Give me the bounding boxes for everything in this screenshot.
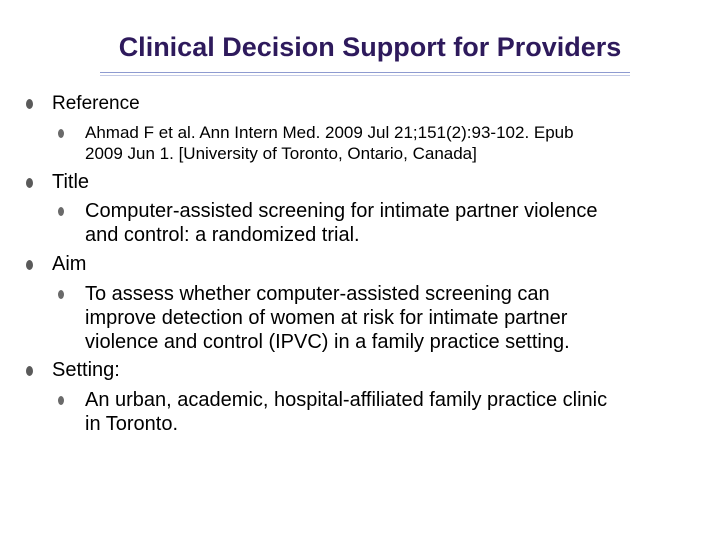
sub-bullet-icon	[58, 396, 64, 405]
aim-line-3: violence and control (IPVC) in a family practice setting.	[85, 331, 570, 353]
title-underline	[100, 72, 630, 73]
reference-line-2: 2009 Jun 1. [University of Toronto, Ontario, Canada]	[85, 144, 477, 163]
item-title-label: Title	[52, 171, 90, 193]
reference-line-1: Ahmad F et al. Ann Intern Med. 2009 Jul 21;151(2):93-102. Epub	[85, 123, 574, 142]
slide-title: Clinical Decision Support for Providers	[118, 32, 622, 62]
title-line-1: Computer-assisted screening for intimate partner violence	[85, 200, 598, 222]
sub-bullet-icon	[58, 129, 64, 138]
bullet-icon	[26, 260, 33, 270]
item-setting-label: Setting:	[52, 359, 120, 381]
sub-bullet-icon	[58, 290, 64, 299]
setting-line-2: in Toronto.	[85, 413, 179, 435]
item-reference-label: Reference	[52, 93, 140, 114]
item-aim-label: Aim	[52, 253, 87, 275]
bullet-icon	[26, 366, 33, 376]
title-underline-shadow	[100, 75, 630, 76]
title-line-2: and control: a randomized trial.	[85, 224, 360, 246]
aim-line-1: To assess whether computer-assisted screening can	[85, 283, 550, 305]
bullet-icon	[26, 99, 33, 109]
aim-line-2: improve detection of women at risk for intimate partner	[85, 307, 568, 329]
setting-line-1: An urban, academic, hospital-affiliated family practice clinic	[85, 389, 608, 411]
bullet-icon	[26, 178, 33, 188]
sub-bullet-icon	[58, 207, 64, 216]
